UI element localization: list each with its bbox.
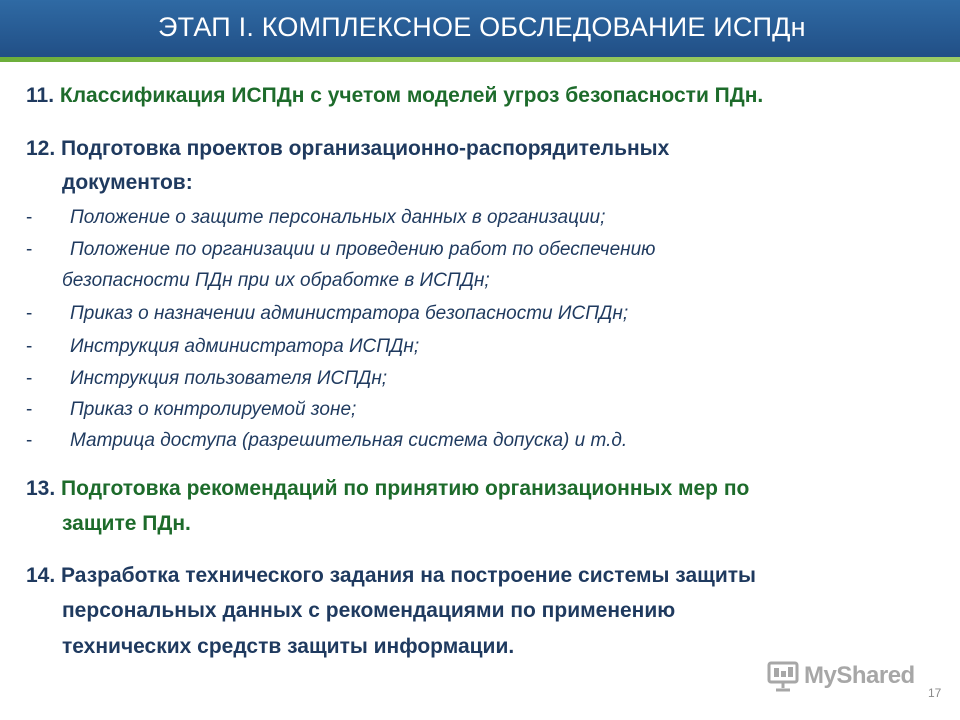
list-item-text: Приказ о контролируемой зоне; [70,399,357,420]
list-item-text: Приказ о назначении администратора безопасности ИСПДн; [70,303,629,324]
list-item-text: Матрица доступа (разрешительная система допуска) и т.д. [70,430,628,451]
watermark [766,658,915,694]
presentation-icon [766,659,800,693]
item-14-continuation: персональных данных с рекомендациями по применению [62,599,676,622]
slide-title: ЭТАП I. КОМПЛЕКСНОЕ ОБСЛЕДОВАНИЕ ИСПДн [158,12,806,42]
item-number: 14. [26,564,56,587]
list-item-text: Положение по организации и проведению работ по обеспечению [70,239,656,260]
dash-bullet: - [26,207,33,228]
dash-bullet: - [26,336,33,357]
dash-bullet: - [26,303,33,324]
item-number: 12. [26,137,56,160]
item-14-continuation: технических средств защиты информации. [62,635,515,658]
item-13 [26,472,749,506]
item-text: Разработка технического задания на построение системы защиты [61,564,756,587]
dash-bullet: - [26,239,33,260]
dash-bullet: - [26,430,33,451]
list-item-text: Положение о защите персональных данных в организации; [70,207,606,228]
item-12-continuation: документов: [62,171,193,194]
item-12 [26,132,669,166]
item-text: Классификация ИСПДн с учетом моделей угроз безопасности ПДн. [59,84,764,107]
list-item-text: Инструкция администратора ИСПДн; [70,336,420,357]
list-item-text: Инструкция пользователя ИСПДн; [70,368,388,389]
accent-line [0,57,960,62]
list-item-continuation: безопасности ПДн при их обработке в ИСПДн; [62,270,490,291]
item-13-continuation: защите ПДн. [62,512,191,535]
dash-bullet: - [26,368,33,389]
watermark-text: MyShared [804,662,915,689]
title-bar [0,0,960,57]
item-text: Подготовка проектов организационно-распорядительных [61,137,670,160]
item-number: 13. [26,477,56,500]
page-number: 17 [928,686,942,700]
item-11 [26,79,763,113]
item-text: Подготовка рекомендаций по принятию организационных мер по [61,477,750,500]
dash-bullet: - [26,399,33,420]
item-number: 11. [26,84,55,107]
item-14 [26,559,756,593]
